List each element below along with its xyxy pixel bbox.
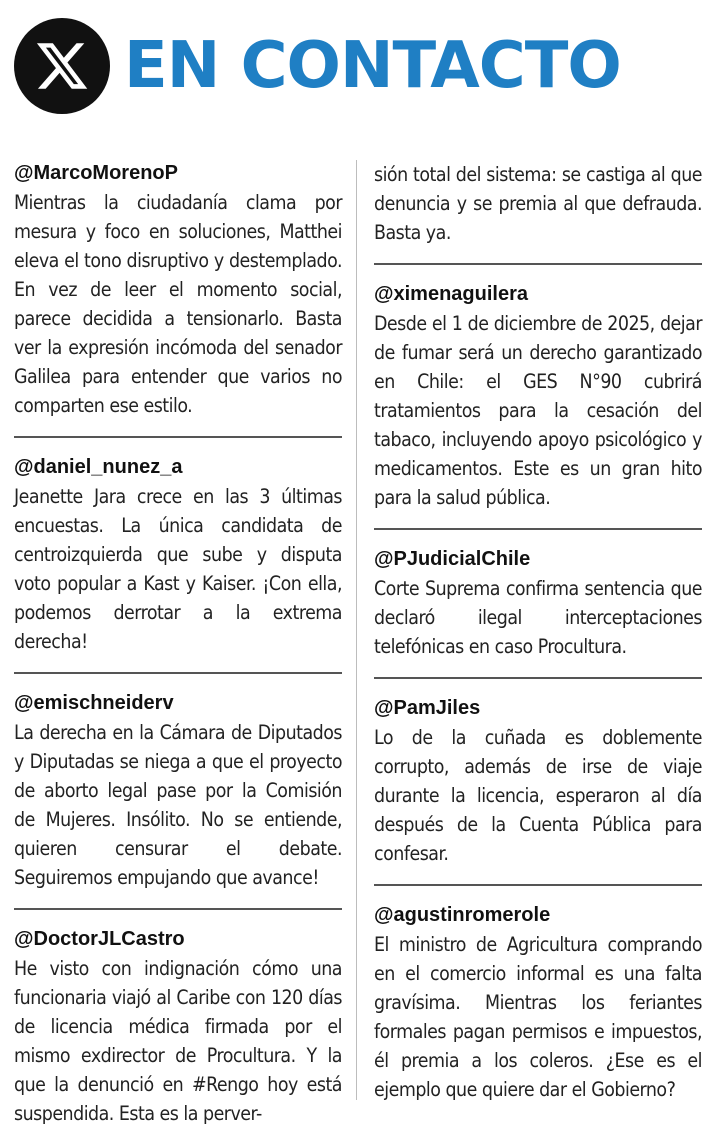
post [374, 695, 702, 868]
post-text: Mientras la ciudadanía clama por mesura y foco en soluciones, Matthei eleva el tono disruptivo y destemplado. En vez de leer el momento social, parece decidida a tensionarlo. Basta ver la expresión incómoda del senador Galilea para entender que varios no comparten ese estilo. [14, 191, 342, 417]
post-text: He visto con indignación cómo una funcionaria viajó al Caribe con 120 días de licencia médica firmada por el mismo exdirector de Procultura. Y la que la denunció en #Rengo hoy está suspendida. Esta es la perver- [14, 957, 342, 1125]
post-handle[interactable]: @emischneiderv [14, 692, 174, 714]
post-divider [374, 884, 702, 886]
x-logo-icon [14, 18, 110, 114]
post-text: La derecha en la Cámara de Diputados y Diputadas se niega a que el proyecto de aborto legal pase por la Comisión de Mujeres. Insólito. No se entiende, quieren censurar el debate. Seguiremos empujando que avance! [14, 721, 342, 889]
post [374, 902, 702, 1104]
post [374, 546, 702, 661]
post-handle[interactable]: @DoctorJLCastro [14, 928, 185, 950]
page-title: EN CONTACTO [124, 29, 621, 103]
post-handle[interactable]: @daniel_nunez_a [14, 456, 183, 478]
post-divider [14, 908, 342, 910]
post-handle[interactable]: @agustinromerole [374, 904, 551, 926]
post-divider [374, 263, 702, 265]
post [14, 454, 342, 656]
post-divider [374, 677, 702, 679]
post-handle[interactable]: @PJudicialChile [374, 548, 531, 570]
post-divider [374, 528, 702, 530]
post-text: Lo de la cuñada es doblemente corrupto, además de irse de viaje durante la licencia, esperaron al día después de la Cuenta Pública para confesar. [374, 726, 702, 865]
post-handle[interactable]: @ximenaguilera [374, 283, 529, 305]
post [14, 690, 342, 892]
post-divider [14, 436, 342, 438]
left-column [14, 160, 342, 1128]
post-text: sión total del sistema: se castiga al que denuncia y se premia al que defrauda. Basta ya. [374, 163, 702, 244]
post-text: Corte Suprema confirma sentencia que declaró ilegal interceptaciones telefónicas en caso Procultura. [374, 577, 702, 658]
post-handle[interactable]: @MarcoMorenoP [14, 162, 178, 184]
post-divider [14, 672, 342, 674]
post-text: El ministro de Agricultura comprando en el comercio informal es una falta gravísima. Mientras los feriantes formales pagan permisos e impuestos, él premia a los coleros. ¿Ese es el ejemplo que quiere dar el Gobierno? [374, 933, 702, 1101]
post [14, 926, 342, 1128]
post-handle[interactable]: @PamJiles [374, 697, 481, 719]
post-text: Jeanette Jara crece en las 3 últimas encuestas. La única candidata de centroizquierda que sube y disputa voto popular a Kast y Kaiser. ¡Con ella, podemos derrotar a la extrema derecha! [14, 485, 342, 653]
post [14, 160, 342, 420]
page-header [14, 18, 704, 114]
column-divider [356, 160, 357, 1100]
right-column [374, 160, 702, 1104]
post-text: Desde el 1 de diciembre de 2025, dejar de fumar será un derecho garantizado en Chile: el GES N°90 cubrirá tratamientos para la cesación del tabaco, incluyendo apoyo psicológico y medicamentos. Este es un gran hito para la salud pública. [374, 312, 702, 509]
post [374, 281, 702, 512]
post-continuation [374, 160, 702, 247]
